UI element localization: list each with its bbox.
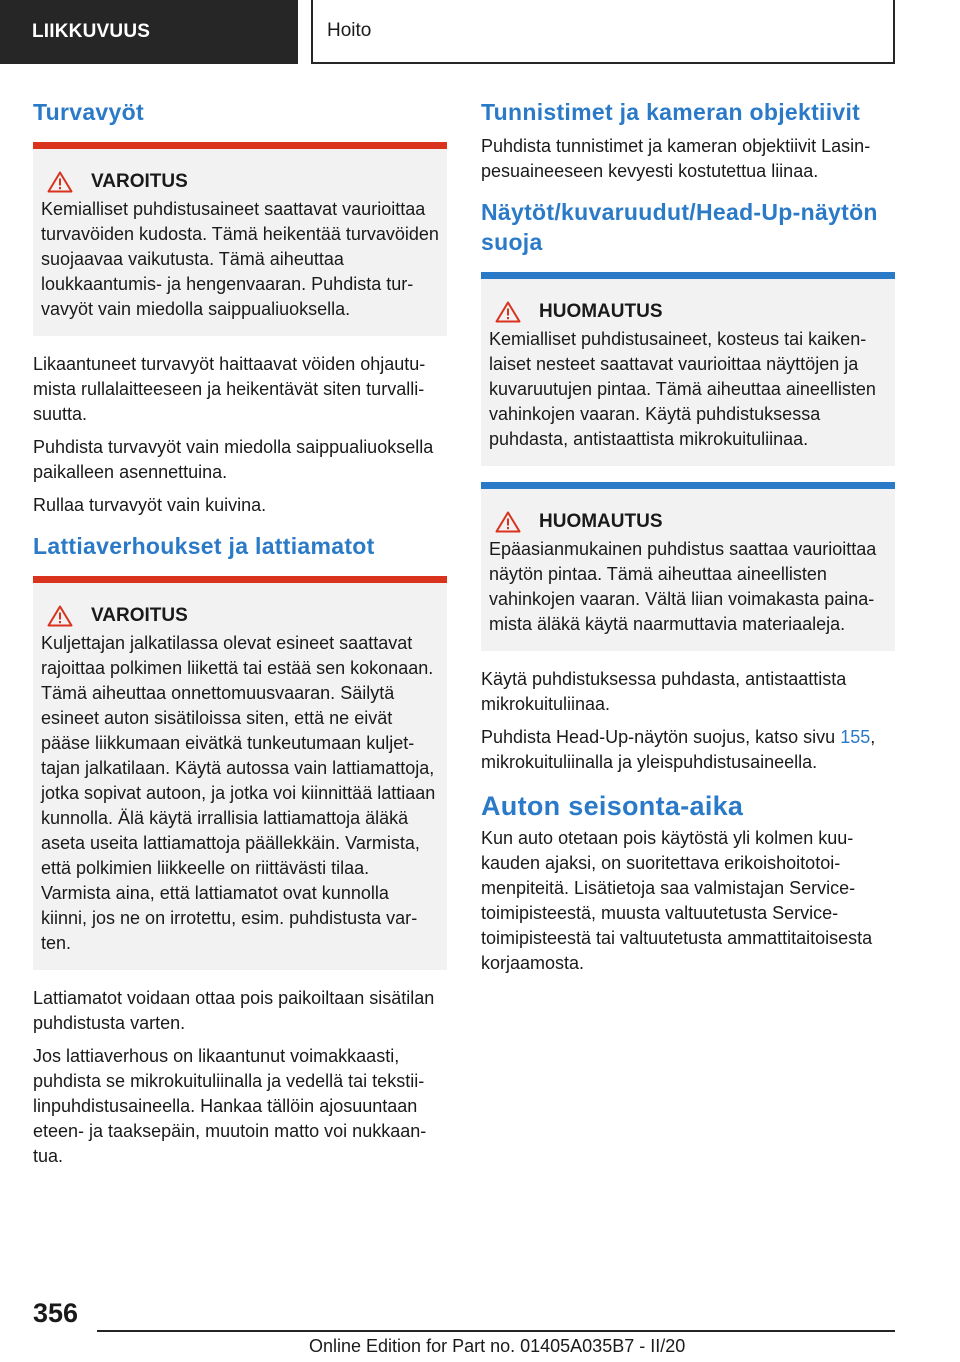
notice-text: Epäasianmukainen puhdistus saattaa vaurioittaa näytön pintaa. Tämä aiheuttaa aineellisten vahinkojen vaaran. Vältä liian voimakasta painamista äläkä käytä naarmuttavia materiaaleja. [489,538,877,634]
notice-box-title: HUOMAUTUS [489,511,887,533]
heading-displays: Näytöt/kuvaruudut/Head-Up-näytön suoja [481,198,878,255]
left-column [33,98,447,1177]
warning-box-title: VAROITUS [41,171,439,193]
chapter-tab[interactable] [0,0,298,64]
notice-text: Kemialliset puhdistusaineet, kosteus tai kaikenlaiset nesteet saattavat vaurioittaa näyttöjen ja kuvaruutujen pintaa. Tämä aiheuttaa aineellisten vahinkojen vaaran. Käytä puhdistuksessa puhdasta, antistaattista mikrokuituliinaa. [489,328,876,449]
heading-floor: Lattiaverhoukset ja lattiamatot [33,532,375,559]
page-link[interactable]: 155 [840,726,871,747]
paragraph: Jos lattiaverhous on likaantunut voimakkaasti, puhdista se mikrokuituliinalla ja vedellä tai tekstiilinpuhdistusaineella. Hankaa tällöin ajosuuntaan eteen- ja taaksepäin, muutoin matto voi nukkaantua. [33,1045,427,1166]
heading-sensors: Tunnistimet ja kameran objektiivit [481,99,861,125]
paragraph: Likaantuneet turvavyöt haittaavat vöiden ohjautumista rullalaitteeseen ja heikentävät siten turvallisuutta. [33,353,426,424]
right-column [481,98,895,984]
paragraph: Lattiamatot voidaan ottaa pois paikoiltaan sisätilan puhdistusta varten. [33,987,435,1033]
paragraph: Käytä puhdistuksessa puhdasta, antistaattista mikrokuituliinaa. [481,668,847,714]
footer-edition: Online Edition for Part no. 01405A035B7 - II/20 [309,1336,686,1356]
paragraph: Puhdista Head-Up-näytön suojus, katso sivu 155, mikrokuituliinalla ja yleispuhdistusaineella. [481,726,876,772]
page-number: 356 [33,1298,79,1328]
warning-text: Kuljettajan jalkatilassa olevat esineet saattavat rajoittaa polkimen liikettä tai estää sen kokonaan. Tämä aiheuttaa onnettomuusvaaran. Säilytä esineet auton sisätiloissa siten, että ne eivät pääse liikkumaan eivätkä tunkeutumaan kuljettajan jalkatilaan. Käytä autossa vain lattiamattoja, jotka sopivat autoon, ja jotka voi kiinnittää lattiaan kunnolla. Älä käytä irrallisia lattiamattoja äläkä aseta useita lattiamattoja päällekkäin. Varmista, että polkimien liikkeelle on riittävästi tilaa. Varmista aina, että lattiamatot ovat kunnolla kiinni, jos ne on irrotettu, esim. puhdistusta varten. [41,632,436,953]
notice-box-cleaning [481,482,895,651]
warning-triangle-icon [495,301,521,323]
warning-box-title: VAROITUS [41,605,439,627]
warning-text: Kemialliset puhdistusaineet saattavat vaurioittaa turvavöiden kudosta. Tämä heikentää turvavöiden suojaavaa vaikutusta. Tämä aiheuttaa loukkaantumis- ja hengenvaaran. Puhdista turvavyöt vain miedolla saippualiuoksella. [41,198,439,319]
heading-seatbelts: Turvavyöt [33,99,144,125]
warning-box-seatbelts [33,142,447,336]
footer-divider [97,1330,895,1332]
warning-triangle-icon [47,171,73,193]
paragraph: Kun auto otetaan pois käytöstä yli kolmen kuukauden ajaksi, on suoritettava erikoishoitotoimenpiteitä. Lisätietoja saa valmistajan Service-toimipisteestä, muusta valtuutetusta Service-toimipisteestä tai valtuutetusta ammattitaitoisesta korjaamosta. [481,827,873,973]
warning-box-floor [33,576,447,970]
paragraph: Puhdista tunnistimet ja kameran objektiivit Lasinpesuaineeseen kevyesti kostutettua liinaa. [481,135,871,181]
paragraph: Rullaa turvavyöt vain kuivina. [33,494,267,515]
section-tab[interactable] [311,0,895,64]
notice-box-displays [481,272,895,466]
warning-triangle-icon [495,511,521,533]
chapter-title: LIIKKUVUUS [32,21,151,42]
notice-box-title: HUOMAUTUS [489,301,887,323]
paragraph: Puhdista turvavyöt vain miedolla saippualiuoksella paikalleen asennettuina. [33,436,434,482]
warning-triangle-icon [47,605,73,627]
heading-storage: Auton seisonta-aika [481,790,744,821]
section-title: Hoito [327,20,372,41]
